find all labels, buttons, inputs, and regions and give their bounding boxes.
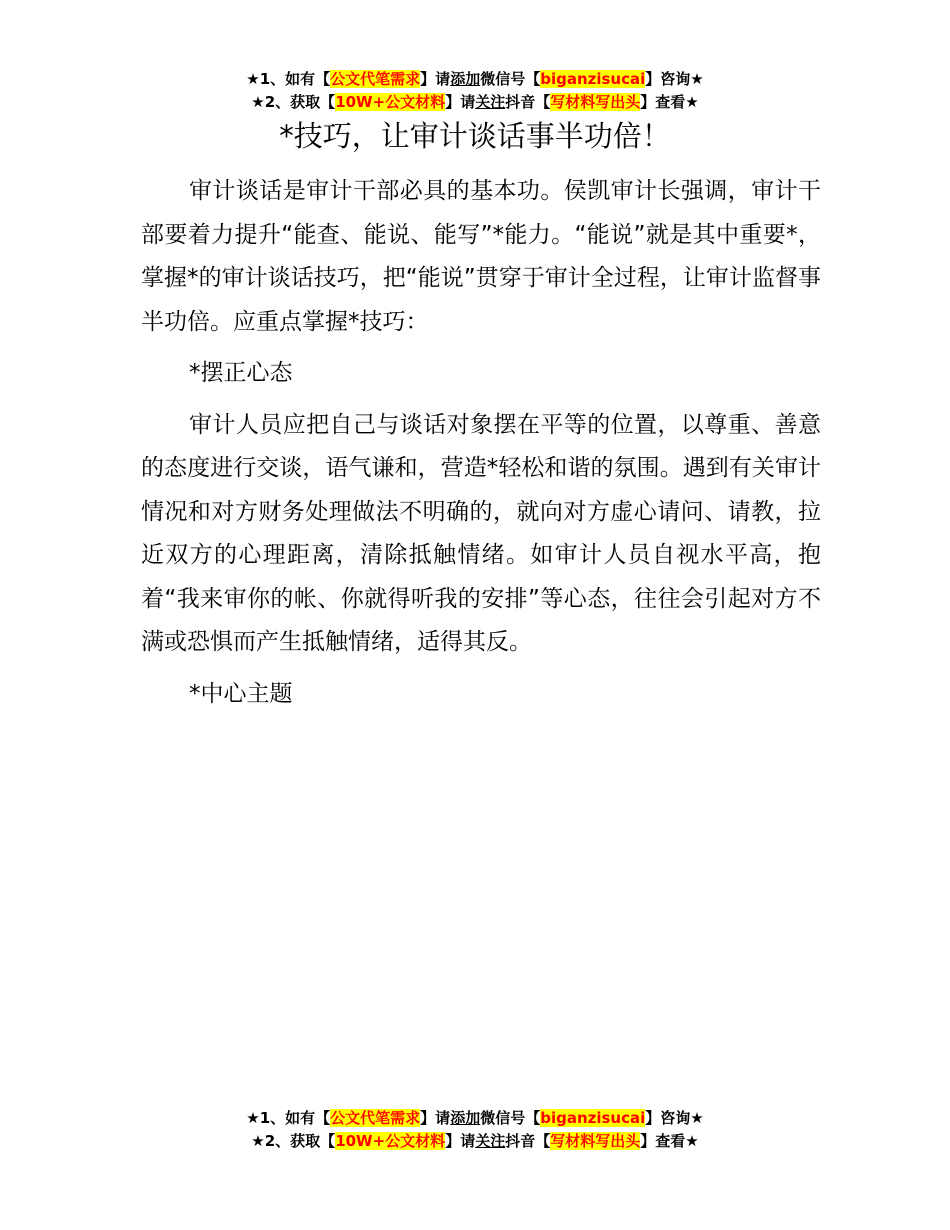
highlight-douyin-id: 写材料写出头 bbox=[550, 1132, 641, 1150]
underlined-add: 添加 bbox=[450, 1109, 481, 1127]
banner-text: 】请 bbox=[445, 1132, 476, 1150]
banner-line-2 bbox=[0, 91, 950, 114]
banner-text: 微信号【 bbox=[480, 70, 541, 88]
paragraph-intro: 审计谈话是审计干部必具的基本功。侯凯审计长强调，审计干部要着力提升“能查、能说、能写”*能力。“能说”就是其中重要*，掌握*的审计谈话技巧，把“能说”贯穿于审计全过程，让审计监督事半功倍。应重点掌握*技巧： bbox=[141, 178, 821, 335]
paragraph-attitude: 审计人员应把自己与谈话对象摆在平等的位置，以尊重、善意的态度进行交谈，语气谦和，营造*轻松和谐的氛围。遇到有关审计情况和对方财务处理做法不明确的，就向对方虚心请问、请教，拉近双方的心理距离，清除抵触情绪。如审计人员自视水平高，抱着“我来审你的帐、你就得听我的安排”等心态，往往会引起对方不满或恐惧而产生抵触情绪，适得其反。 bbox=[141, 411, 821, 655]
highlight-wechat-id: biganzisucai bbox=[540, 70, 646, 88]
footer-banner bbox=[0, 1107, 950, 1153]
banner-line-1 bbox=[0, 1107, 950, 1130]
highlight-douyin-id: 写材料写出头 bbox=[550, 93, 641, 111]
banner-text: 抖音【 bbox=[505, 93, 551, 111]
banner-line-1 bbox=[0, 68, 950, 91]
highlight-service: 公文代笔需求 bbox=[330, 1109, 421, 1127]
banner-text: ★1、如有【 bbox=[246, 70, 331, 88]
section-heading-theme: *中心主题 bbox=[189, 680, 293, 707]
underlined-follow: 关注 bbox=[475, 1132, 506, 1150]
banner-text: 】请 bbox=[445, 93, 476, 111]
banner-line-2 bbox=[0, 1130, 950, 1153]
banner-text: 】咨询★ bbox=[645, 1109, 704, 1127]
banner-text: 】请 bbox=[420, 1109, 451, 1127]
banner-text: ★2、获取【 bbox=[251, 1132, 336, 1150]
banner-text: ★2、获取【 bbox=[251, 93, 336, 111]
highlight-service: 公文代笔需求 bbox=[330, 70, 421, 88]
document-title: *技巧，让审计谈话事半功倍！ bbox=[279, 119, 671, 153]
underlined-add: 添加 bbox=[450, 70, 481, 88]
section-heading-attitude: *摆正心态 bbox=[189, 360, 293, 386]
banner-text: 】咨询★ bbox=[645, 70, 704, 88]
banner-text: ★1、如有【 bbox=[246, 1109, 331, 1127]
document-body bbox=[141, 170, 821, 724]
banner-text: 】请 bbox=[420, 70, 451, 88]
banner-text: 微信号【 bbox=[480, 1109, 541, 1127]
banner-text: 】查看★ bbox=[640, 1132, 699, 1150]
banner-text: 】查看★ bbox=[640, 93, 699, 111]
highlight-wechat-id: biganzisucai bbox=[540, 1109, 646, 1127]
highlight-materials: 10W+公文材料 bbox=[335, 93, 446, 111]
banner-text: 抖音【 bbox=[505, 1132, 551, 1150]
underlined-follow: 关注 bbox=[475, 93, 506, 111]
header-banner bbox=[0, 68, 950, 114]
highlight-materials: 10W+公文材料 bbox=[335, 1132, 446, 1150]
